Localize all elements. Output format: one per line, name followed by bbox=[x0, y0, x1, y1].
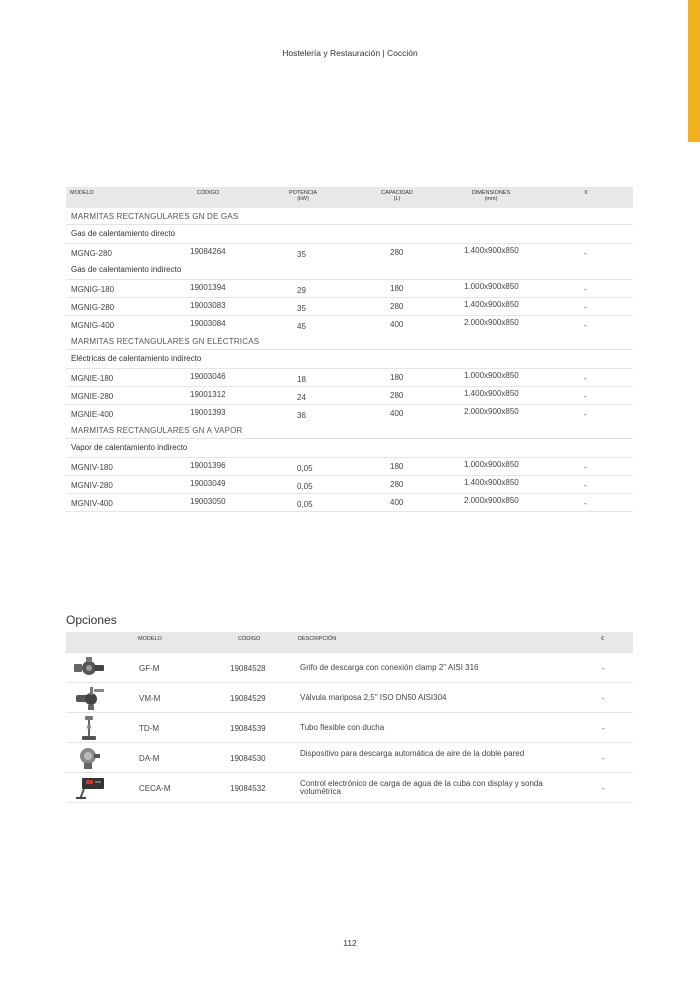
section-title: MARMITAS RECTANGULARES GN A VAPOR bbox=[66, 422, 633, 439]
table-row bbox=[66, 493, 633, 511]
cell-dimensiones: 1.400x900x850 bbox=[464, 389, 519, 398]
opt-col-header-modelo: MODELO bbox=[138, 636, 162, 642]
cell-precio: - bbox=[584, 410, 587, 419]
cell-capacidad: 400 bbox=[390, 320, 404, 329]
cell-precio: - bbox=[584, 285, 587, 294]
cell-potencia: 29 bbox=[297, 286, 306, 295]
option-row bbox=[66, 773, 633, 803]
table-row bbox=[66, 315, 633, 333]
air-release-device-icon bbox=[72, 745, 106, 771]
col-header-modelo: MODELO bbox=[70, 190, 94, 196]
cell-codigo: 19001394 bbox=[190, 283, 226, 292]
cell-modelo: MGNIV-280 bbox=[71, 481, 113, 490]
cell-dimensiones: 2.000x900x850 bbox=[464, 496, 519, 505]
option-row bbox=[66, 683, 633, 713]
cell-potencia: 36 bbox=[297, 411, 306, 420]
cell-potencia: 45 bbox=[297, 322, 306, 331]
cell-codigo: 19084264 bbox=[190, 247, 226, 256]
butterfly-valve-icon bbox=[72, 685, 106, 711]
cell-codigo: 19003049 bbox=[190, 479, 226, 488]
cell-dimensiones: 1.000x900x850 bbox=[464, 460, 519, 469]
subsection-title: Vapor de calentamiento indirecto bbox=[71, 443, 188, 452]
cell-potencia: 0,05 bbox=[297, 500, 313, 509]
cell-dimensiones: 2.000x900x850 bbox=[464, 318, 519, 327]
col-header-potencia bbox=[273, 190, 333, 202]
accent-tab bbox=[688, 0, 700, 142]
col-header-codigo: CÓDIGO bbox=[196, 190, 220, 196]
cell-dimensiones: 1.400x900x850 bbox=[464, 246, 519, 255]
table-row bbox=[66, 386, 633, 404]
cell-capacidad: 400 bbox=[390, 498, 404, 507]
option-codigo: 19084528 bbox=[230, 664, 266, 673]
table-row bbox=[66, 475, 633, 493]
option-modelo: VM-M bbox=[139, 694, 161, 703]
cell-potencia: 24 bbox=[297, 393, 306, 402]
cell-dimensiones: 1.000x900x850 bbox=[464, 371, 519, 380]
cell-codigo: 19003083 bbox=[190, 301, 226, 310]
cell-potencia: 35 bbox=[297, 304, 306, 313]
option-codigo: 19084530 bbox=[230, 754, 266, 763]
page-header-title: Hostelería y Restauración | Cocción bbox=[282, 48, 418, 58]
options-table-body bbox=[66, 653, 633, 803]
table-bottom-rule bbox=[66, 511, 633, 512]
subsection-title: Eléctricas de calentamiento indirecto bbox=[71, 354, 202, 363]
cell-capacidad: 180 bbox=[390, 284, 404, 293]
cell-precio: - bbox=[584, 374, 587, 383]
option-modelo: DA-M bbox=[139, 754, 160, 763]
option-modelo: GF-M bbox=[139, 664, 160, 673]
table-body bbox=[66, 208, 633, 512]
option-row bbox=[66, 653, 633, 683]
cell-dimensiones: 1.000x900x850 bbox=[464, 282, 519, 291]
option-codigo: 19084532 bbox=[230, 784, 266, 793]
cell-potencia: 35 bbox=[297, 250, 306, 259]
options-table bbox=[66, 632, 633, 803]
col-header-potencia-label: POTENCIA bbox=[288, 190, 318, 196]
cell-codigo: 19003050 bbox=[190, 497, 226, 506]
option-descripcion: Control electrónico de carga de agua de la cuba con display y sonda volumétrica bbox=[300, 779, 543, 796]
cell-precio: - bbox=[584, 249, 587, 258]
cell-potencia: 0,05 bbox=[297, 482, 313, 491]
cell-codigo: 19001312 bbox=[190, 390, 226, 399]
cell-modelo: MGNIG-280 bbox=[71, 303, 115, 312]
options-table-header bbox=[66, 632, 633, 653]
opt-col-header-euro: € bbox=[601, 636, 605, 642]
option-descripcion: Válvula mariposa 2,5" ISO DN50 AISI304 bbox=[300, 693, 447, 702]
table-row bbox=[66, 368, 633, 386]
cell-modelo: MGNIV-400 bbox=[71, 499, 113, 508]
col-header-dimensiones bbox=[456, 190, 526, 202]
table-header bbox=[66, 187, 633, 208]
opt-col-header-codigo: CÓDIGO bbox=[238, 636, 261, 642]
option-row bbox=[66, 743, 633, 773]
cell-precio: - bbox=[584, 321, 587, 330]
product-table bbox=[66, 187, 633, 512]
cell-dimensiones: 1.400x900x850 bbox=[464, 300, 519, 309]
page-number: 112 bbox=[343, 938, 357, 948]
option-descripcion: Tubo flexible con ducha bbox=[300, 723, 385, 732]
table-row bbox=[66, 243, 633, 261]
cell-capacidad: 280 bbox=[390, 248, 404, 257]
cell-codigo: 19001393 bbox=[190, 408, 226, 417]
cell-codigo: 19003046 bbox=[190, 372, 226, 381]
option-descripcion: Grifo de descarga con conexión clamp 2" AISI 316 bbox=[300, 663, 479, 672]
col-header-capacidad-unit: (L) bbox=[393, 196, 401, 202]
table-row bbox=[66, 404, 633, 422]
cell-modelo: MGNIG-400 bbox=[71, 321, 115, 330]
cell-capacidad: 180 bbox=[390, 462, 404, 471]
cell-capacidad: 280 bbox=[390, 302, 404, 311]
col-header-capacidad-label: CAPACIDAD bbox=[381, 190, 413, 196]
subsection-title: Gas de calentamiento indirecto bbox=[71, 265, 182, 274]
cell-modelo: MGNIE-400 bbox=[71, 410, 114, 419]
option-descripcion: Dispositivo para descarga automática de aire de la doble pared bbox=[300, 749, 525, 758]
drain-valve-icon bbox=[72, 655, 106, 681]
cell-dimensiones: 2.000x900x850 bbox=[464, 407, 519, 416]
col-header-euro: € bbox=[584, 190, 588, 196]
cell-capacidad: 280 bbox=[390, 391, 404, 400]
cell-precio: - bbox=[584, 481, 587, 490]
electronic-controller-icon bbox=[72, 775, 106, 801]
cell-capacidad: 180 bbox=[390, 373, 404, 382]
cell-codigo: 19003084 bbox=[190, 319, 226, 328]
cell-potencia: 18 bbox=[297, 375, 306, 384]
cell-capacidad: 280 bbox=[390, 480, 404, 489]
option-codigo: 19084529 bbox=[230, 694, 266, 703]
cell-modelo: MGNG-280 bbox=[71, 249, 112, 258]
table-row bbox=[66, 457, 633, 475]
option-precio: - bbox=[602, 724, 605, 733]
cell-capacidad: 400 bbox=[390, 409, 404, 418]
option-precio: - bbox=[602, 784, 605, 793]
col-header-dimensiones-unit: (mm) bbox=[484, 196, 498, 202]
cell-potencia: 0,05 bbox=[297, 464, 313, 473]
cell-dimensiones: 1.400x900x850 bbox=[464, 478, 519, 487]
cell-modelo: MGNIE-180 bbox=[71, 374, 114, 383]
cell-modelo: MGNIG-180 bbox=[71, 285, 115, 294]
option-row bbox=[66, 713, 633, 743]
option-precio: - bbox=[602, 754, 605, 763]
options-heading: Opciones bbox=[66, 613, 117, 627]
cell-precio: - bbox=[584, 303, 587, 312]
cell-precio: - bbox=[584, 392, 587, 401]
table-row bbox=[66, 279, 633, 297]
section-title: MARMITAS RECTANGULARES GN DE GAS bbox=[66, 208, 633, 225]
subsection-title: Gas de calentamiento directo bbox=[71, 229, 176, 238]
col-header-capacidad bbox=[366, 190, 428, 202]
shower-hose-icon bbox=[72, 715, 106, 741]
option-modelo: CECA-M bbox=[139, 784, 171, 793]
opt-col-header-descripcion: DESCRIPCIÓN bbox=[298, 636, 337, 642]
col-header-dimensiones-label: DIMENSIONES bbox=[471, 190, 511, 196]
option-modelo: TD-M bbox=[139, 724, 159, 733]
cell-precio: - bbox=[584, 463, 587, 472]
cell-modelo: MGNIV-180 bbox=[71, 463, 113, 472]
option-codigo: 19084539 bbox=[230, 724, 266, 733]
table-row bbox=[66, 297, 633, 315]
cell-precio: - bbox=[584, 499, 587, 508]
option-precio: - bbox=[602, 664, 605, 673]
option-precio: - bbox=[602, 694, 605, 703]
col-header-potencia-unit: (kW) bbox=[297, 196, 309, 202]
section-title: MARMITAS RECTANGULARES GN ELÉCTRICAS bbox=[66, 333, 633, 350]
cell-modelo: MGNIE-280 bbox=[71, 392, 114, 401]
cell-codigo: 19001396 bbox=[190, 461, 226, 470]
